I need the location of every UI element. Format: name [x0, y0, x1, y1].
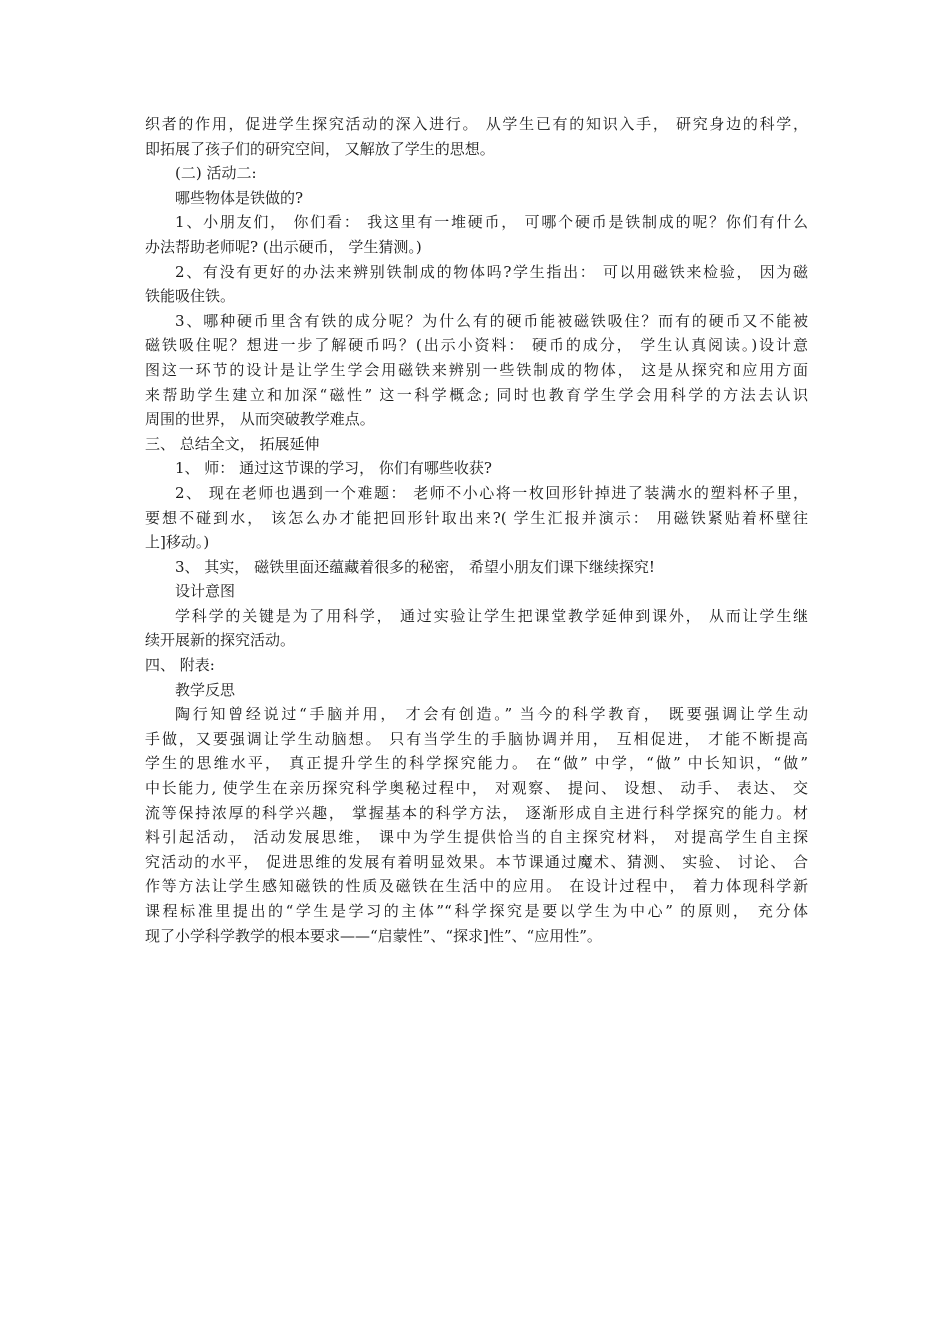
text-line: 学科学的关键是为了用科学， 通过实验让学生把课堂教学延伸到课外， 从而让学生继 [175, 606, 808, 625]
text-line: 学生的思维水平， 真正提升学生的科学探究能力。 在“做” 中学，“做” 中长知识，“做” [145, 754, 808, 773]
text-line: 来帮助学生建立和加深“磁性” 这一科学概念; 同时也教育学生学会用科学的方法去认识 [145, 385, 808, 404]
text-line: 作等方法让学生感知磁铁的性质及磁铁在生活中的应用。 在设计过程中， 着力体现科学新 [145, 877, 808, 896]
text-line: 织者的作用，促进学生探究活动的深入进行。 从学生已有的知识入手， 研究身边的科学， [145, 115, 808, 133]
text-line: 流等保持浓厚的科学兴趣， 掌握基本的科学方法， 逐渐形成自主进行科学探究的能力。材 [145, 803, 808, 822]
text-line: 1、 师： 通过这节课的学习， 你们有哪些收获? [175, 459, 492, 478]
text-line: 课程标准里提出的“学生是学习的主体”“科学探究是要以学生为中心” 的原则， 充分体 [145, 902, 808, 920]
text-line: 上]移动。) [145, 533, 210, 552]
text-line: 办法帮助老师呢? (出示硬币， 学生猜测。) [145, 237, 422, 256]
text-line: 续开展新的探究活动。 [145, 631, 296, 650]
text-line: 陶行知曾经说过“手脑并用， 才会有创造。” 当今的科学教育， 既要强调让学生动 [175, 705, 808, 724]
text-line: 设计意图 [175, 582, 236, 601]
text-line: 三、 总结全文， 拓展延伸 [145, 434, 320, 453]
text-line: 即拓展了孩子们的研究空间， 又解放了学生的思想。 [145, 139, 495, 158]
document-page [145, 112, 808, 948]
text-line: 手做，又要强调让学生动脑想。 只有当学生的手脑协调并用， 互相促进， 才能不断提高 [145, 729, 808, 748]
text-line: 2、有没有更好的办法来辨别铁制成的物体吗?学生指出： 可以用磁铁来检验， 因为磁 [175, 262, 808, 281]
text-line: 教学反思 [175, 680, 236, 699]
text-line: 磁铁吸住呢？想进一步了解硬币吗？(出示小资料： 硬币的成分， 学生认真阅读。)设计意 [145, 336, 808, 355]
text-line: (二) 活动二: [175, 164, 257, 183]
text-line: 3、哪种硬币里含有铁的成分呢？为什么有的硬币能被磁铁吸住？而有的硬币又不能被 [175, 311, 808, 330]
text-line: 现了小学科学教学的根本要求——“启蒙性”、“探求]性”、“应用性”。 [145, 926, 602, 945]
text-line: 周围的世界， 从而突破教学难点。 [145, 410, 375, 429]
text-line: 1、小朋友们， 你们看： 我这里有一堆硬币， 可哪个硬币是铁制成的呢？你们有什么 [175, 213, 808, 232]
text-line: 2、 现在老师也遇到一个难题： 老师不小心将一枚回形针掉进了装满水的塑料杯子里， [175, 483, 808, 502]
text-line: 料引起活动， 活动发展思维， 课中为学生提供恰当的自主探究材料， 对提高学生自主探 [145, 828, 808, 847]
text-line: 四、 附表: [145, 656, 215, 675]
text-line: 要想不碰到水， 该怎么办才能把回形针取出来?( 学生汇报并演示： 用磁铁紧贴着杯壁往 [145, 508, 808, 527]
text-line: 3、 其实， 磁铁里面还蕴藏着很多的秘密， 希望小朋友们课下继续探究! [175, 557, 655, 576]
text-line: 究活动的水平， 促进思维的发展有着明显效果。本节课通过魔术、猜测、 实验、 讨论、 合 [145, 852, 808, 871]
text-line: 哪些物体是铁做的? [175, 188, 304, 207]
text-line: 中长能力, 使学生在亲历探究科学奥秘过程中， 对观察、 提问、 设想、 动手、 表达、 交 [145, 779, 808, 798]
text-line: 铁能吸住铁。 [145, 287, 236, 306]
text-line: 图这一环节的设计是让学生学会用磁铁来辨别一些铁制成的物体， 这是从探究和应用方面 [145, 360, 808, 379]
